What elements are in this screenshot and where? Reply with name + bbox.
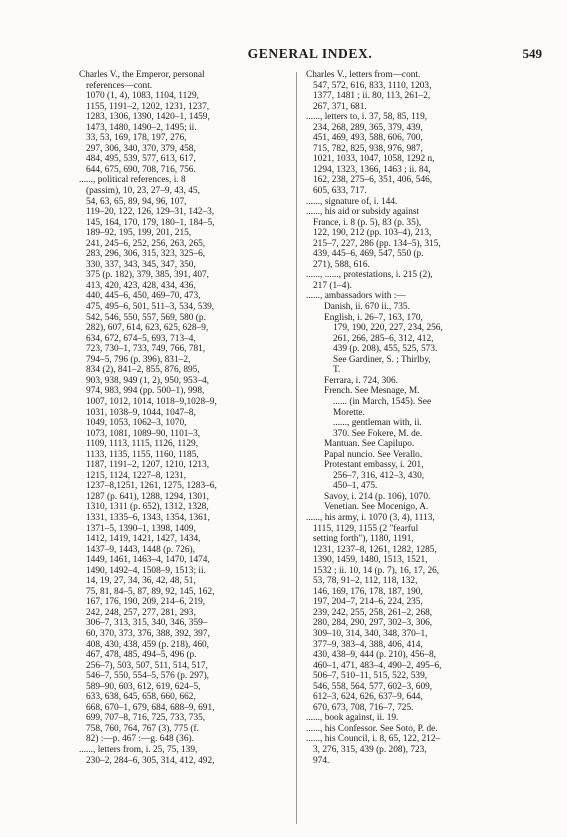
index-line: ......, ......, protestations, i. 215 (2),: [306, 270, 433, 281]
index-line: 1412, 1419, 1421, 1427, 1434,: [86, 534, 201, 545]
index-line: 256–7, 316, 412–3, 430,: [333, 470, 425, 481]
index-column-right: [306, 70, 541, 766]
index-line: (passim), 10, 23, 27–9, 43, 45,: [86, 186, 200, 197]
page-header: [80, 46, 540, 64]
index-line: 794–5, 796 (p. 396), 831–2,: [86, 354, 191, 365]
index-line: Charles V., the Emperor, personal: [79, 70, 205, 80]
index-line: 309–10, 314, 340, 348, 370–1,: [313, 628, 428, 639]
index-line: 605, 633, 717.: [313, 186, 367, 197]
index-line: ......, signature of, i. 144.: [306, 196, 398, 207]
index-line: 439, 445–6, 469, 547, 550 (p.: [313, 249, 424, 260]
index-line: 408, 430, 438, 459 (p. 218), 460,: [86, 639, 210, 650]
index-line: 1490, 1492–4, 1508–9, 1513; ii.: [86, 565, 206, 576]
index-line: 450–1, 475.: [333, 481, 378, 492]
index-line: 668, 670–1, 679, 684, 688–9, 691,: [86, 702, 215, 713]
index-line: 1449, 1461, 1463–4, 1470, 1474,: [86, 555, 210, 566]
index-line: 271), 588, 616.: [313, 259, 370, 270]
index-line: 547, 572, 616, 833, 1110, 1203,: [313, 80, 432, 91]
index-line: 546–7, 550, 554–5, 576 (p. 297),: [86, 671, 210, 682]
index-line: 451, 469, 493, 588, 606, 700,: [313, 133, 423, 144]
index-line: 484, 495, 539, 577, 613, 617,: [86, 154, 196, 165]
index-line: 53, 78, 91–2, 112, 118, 132,: [313, 576, 418, 587]
index-line: 974.: [313, 755, 330, 766]
index-line: 1371–5, 1390–1, 1398, 1409,: [86, 523, 196, 534]
index-line: 230–2, 284–6, 305, 314, 412, 492,: [86, 755, 215, 766]
index-line: 1310, 1311 (p. 652), 1312, 1328,: [86, 502, 209, 513]
index-line: 1287 (p. 641), 1288, 1294, 1301,: [86, 491, 210, 502]
index-line: 75, 81, 84–5, 87, 89, 92, 145, 162,: [86, 586, 215, 597]
index-line: ......, gentleman with, ii.: [333, 418, 422, 429]
index-line: 1331, 1335–6, 1343, 1354, 1361,: [86, 512, 210, 523]
index-line: 162, 238, 275–6, 351, 406, 546,: [313, 175, 433, 186]
index-line: 1049, 1053, 1062–3, 1070,: [86, 418, 187, 429]
index-line: 122, 190, 212 (pp. 103–4), 213,: [313, 228, 432, 239]
index-line: 239, 242, 255, 258, 261–2, 268,: [313, 607, 433, 618]
index-line: English, i. 26–7, 163, 170,: [324, 312, 423, 323]
index-line: ......, book against, ii. 19.: [306, 713, 399, 724]
index-line: 1532 ; ii. 10, 14 (p. 7), 16, 17, 26,: [313, 565, 440, 576]
index-line: ......, his aid or subsidy against: [306, 207, 420, 218]
index-line: 699, 707–8, 716, 725, 733, 735,: [86, 713, 206, 724]
index-line: 1109, 1113, 1115, 1126, 1129,: [86, 439, 199, 450]
index-line: 1437–9, 1443, 1448 (p. 726),: [86, 544, 196, 555]
index-line: 475, 495–6, 501, 511–3, 534, 539,: [86, 302, 215, 313]
index-line: 261, 266, 285–6, 312, 412,: [333, 333, 434, 344]
index-line: 215–7, 227, 286 (pp. 134–5), 315,: [313, 238, 441, 249]
index-line: French. See Mesnage, M.: [324, 386, 420, 397]
index-line: 330, 337, 343, 345, 347, 350,: [86, 259, 196, 270]
index-line: France, i. 8 (p. 5), 83 (p. 35),: [313, 217, 422, 228]
index-line: 234, 268, 289, 365, 379, 439,: [313, 122, 423, 133]
index-line: 439 (p. 208), 455, 525, 573.: [333, 344, 438, 355]
index-line: 1231, 1237–8, 1261, 1282, 1285,: [313, 544, 437, 555]
index-line: 282), 607, 614, 623, 625, 628–9,: [86, 323, 209, 334]
page-number: 549: [522, 46, 542, 61]
index-line: Charles V., letters from—cont.: [306, 70, 421, 80]
index-line: Mantuan. See Capilupo.: [324, 439, 415, 450]
index-line: T.: [333, 365, 341, 376]
index-line: ......, letters to, i. 37, 58, 85, 119,: [306, 112, 428, 123]
index-line: 256–7), 503, 507, 511, 514, 517,: [86, 660, 208, 671]
index-line: ......, his Confessor. See Soto, P. de.: [306, 723, 438, 734]
index-line: ...... (in March, 1545). See: [333, 396, 432, 407]
index-line: 197, 204–7, 214–6, 224, 235,: [313, 597, 423, 608]
index-line: 1031, 1038–9, 1044, 1047–8,: [86, 407, 196, 418]
index-line: 33, 53, 169, 178, 197, 276,: [86, 133, 187, 144]
index-line: ......, his Council, i. 8, 65, 122, 212–: [306, 734, 441, 745]
index-line: 283, 296, 306, 315, 323, 325–6,: [86, 249, 206, 260]
index-line: ......, political references, i. 8: [79, 175, 186, 186]
running-title: GENERAL INDEX.: [247, 46, 373, 61]
index-line: 1073, 1081, 1089–90, 1101–3,: [86, 428, 201, 439]
index-line: setting forth"), 1180, 1191,: [313, 534, 414, 545]
index-line: 1390, 1459, 1480, 1513, 1521,: [313, 555, 428, 566]
index-line: 3, 276, 315, 439 (p. 208), 723,: [313, 745, 427, 755]
index-line: ......, his army, i. 1070 (3, 4), 1113,: [306, 512, 435, 523]
index-line: 974, 983, 994 (pp. 500–1), 998,: [86, 386, 205, 397]
index-line: 375 (p. 182), 379, 385, 391, 407,: [86, 270, 210, 281]
column-divider: [296, 72, 297, 824]
index-line: 1473, 1480, 1490–2, 1495; ii.: [86, 122, 197, 133]
index-line: 167, 176, 190, 209, 214–6, 219,: [86, 597, 206, 608]
index-line: 715, 782, 825, 938, 976, 987,: [313, 143, 423, 154]
index-line: 1377, 1481 ; ii. 80, 113, 261–2,: [313, 91, 431, 102]
index-line: 460–1, 471, 483–4, 490–2, 495–6,: [313, 660, 442, 671]
index-line: 1237–8,1251, 1261, 1275, 1283–6,: [86, 481, 217, 492]
index-line: ......, letters from, i. 25, 75, 139,: [79, 745, 198, 755]
index-column-left: [79, 70, 292, 766]
index-line: 82) :—p. 467 :—g. 648 (36).: [86, 734, 194, 745]
index-line: 377–9, 383–4, 388, 406, 414,: [313, 639, 423, 650]
index-line: 542, 546, 550, 557, 569, 580 (p.: [86, 312, 206, 323]
index-line: 758, 760, 764, 767 (3), 775 (f.: [86, 723, 199, 734]
index-line: 1215, 1124, 1227–8, 1231,: [86, 470, 187, 481]
index-line: 146, 169, 176, 178, 187, 190,: [313, 586, 423, 597]
index-line: 723, 730–1, 733, 749, 766, 781,: [86, 344, 206, 355]
index-line: 546, 558, 564, 577, 602–3, 609,: [313, 681, 433, 692]
index-line: 440, 445–6, 450, 469–70, 473,: [86, 291, 201, 302]
index-line: 644, 675, 690, 708, 716, 756.: [86, 164, 196, 175]
index-line: ......, ambassadors with :—: [306, 291, 406, 302]
index-line: 119–20, 122, 126, 129–31, 142–3,: [86, 207, 215, 218]
index-line: 1021, 1033, 1047, 1058, 1292 n,: [313, 154, 435, 165]
index-line: 1070 (1, 4), 1083, 1104, 1129,: [86, 91, 199, 102]
index-line: 1294, 1323, 1366, 1463 ; ii. 84,: [313, 164, 431, 175]
index-line: 267, 371, 681.: [313, 101, 367, 112]
index-line: 589–90, 603, 612, 619, 624–5,: [86, 681, 201, 692]
index-line: 1155, 1191–2, 1202, 1231, 1237,: [86, 101, 210, 112]
index-line: 280, 284, 290, 297, 302–3, 306,: [313, 618, 433, 629]
index-line: references—cont.: [86, 80, 153, 91]
index-line: 1283, 1306, 1390, 1420–1, 1459,: [86, 112, 210, 123]
index-line: 1007, 1012, 1014, 1018–9,1028–9,: [86, 396, 217, 407]
index-line: 179, 190, 220, 227, 234, 256,: [333, 323, 443, 334]
index-line: Morette.: [333, 407, 365, 418]
index-line: 612–3, 624, 626, 637–9, 644,: [313, 692, 423, 703]
index-line: 14, 19, 27, 34, 36, 42, 48, 51,: [86, 576, 196, 587]
index-line: 506–7, 510–11, 515, 522, 539,: [313, 671, 428, 682]
index-line: 903, 938, 949 (1, 2), 950, 953–4,: [86, 375, 210, 386]
index-line: 1115, 1129, 1155 (2 "fearful: [313, 523, 419, 534]
index-line: 145, 164, 170, 179, 180–1, 184–5,: [86, 217, 215, 228]
index-line: 60, 370, 373, 376, 388, 392, 397,: [86, 628, 210, 639]
index-line: Papal nuncio. See Verallo.: [324, 449, 423, 460]
index-line: 370. See Fokere, M. de.: [333, 428, 423, 439]
index-line: 834 (2), 841–2, 855, 876, 895,: [86, 365, 200, 376]
index-line: 413, 420, 423, 428, 434, 436,: [86, 280, 196, 291]
index-line: 306–7, 313, 315, 340, 346, 359–: [86, 618, 208, 629]
index-line: 297, 306, 340, 370, 379, 458,: [86, 143, 196, 154]
index-line: Danish, ii. 670 ii., 735.: [324, 302, 410, 313]
index-line: 634, 672, 674–5, 693, 713–4,: [86, 333, 196, 344]
index-line: 633, 638, 645, 658, 660, 662,: [86, 692, 196, 703]
index-line: See Gardiner, S. ; Thirlby,: [333, 354, 431, 365]
index-line: Venetian. See Mocenigo, A.: [324, 502, 429, 513]
index-line: 467, 478, 485, 494–5, 496 (p.: [86, 650, 197, 661]
index-line: 670, 673, 708, 716–7, 725.: [313, 702, 414, 713]
index-line: Protestant embassy, i. 201,: [324, 460, 424, 471]
index-line: 54, 63, 65, 89, 94, 96, 107,: [86, 196, 187, 207]
index-line: 430, 438–9, 444 (p. 210), 456–8,: [313, 650, 437, 661]
index-line: 217 (1–4).: [313, 280, 352, 291]
index-line: Ferrara, i. 724, 306.: [324, 375, 398, 386]
index-line: 241, 245–6, 252, 256, 263, 265,: [86, 238, 206, 249]
index-line: 189–92, 195, 199, 201, 215,: [86, 228, 192, 239]
index-line: 242, 248, 257, 277, 281, 293,: [86, 607, 196, 618]
index-line: Savoy, i. 214 (p. 106), 1070.: [324, 491, 431, 502]
index-line: 1187, 1191–2, 1207, 1210, 1213,: [86, 460, 210, 471]
index-line: 1133, 1135, 1155, 1160, 1185,: [86, 449, 199, 460]
